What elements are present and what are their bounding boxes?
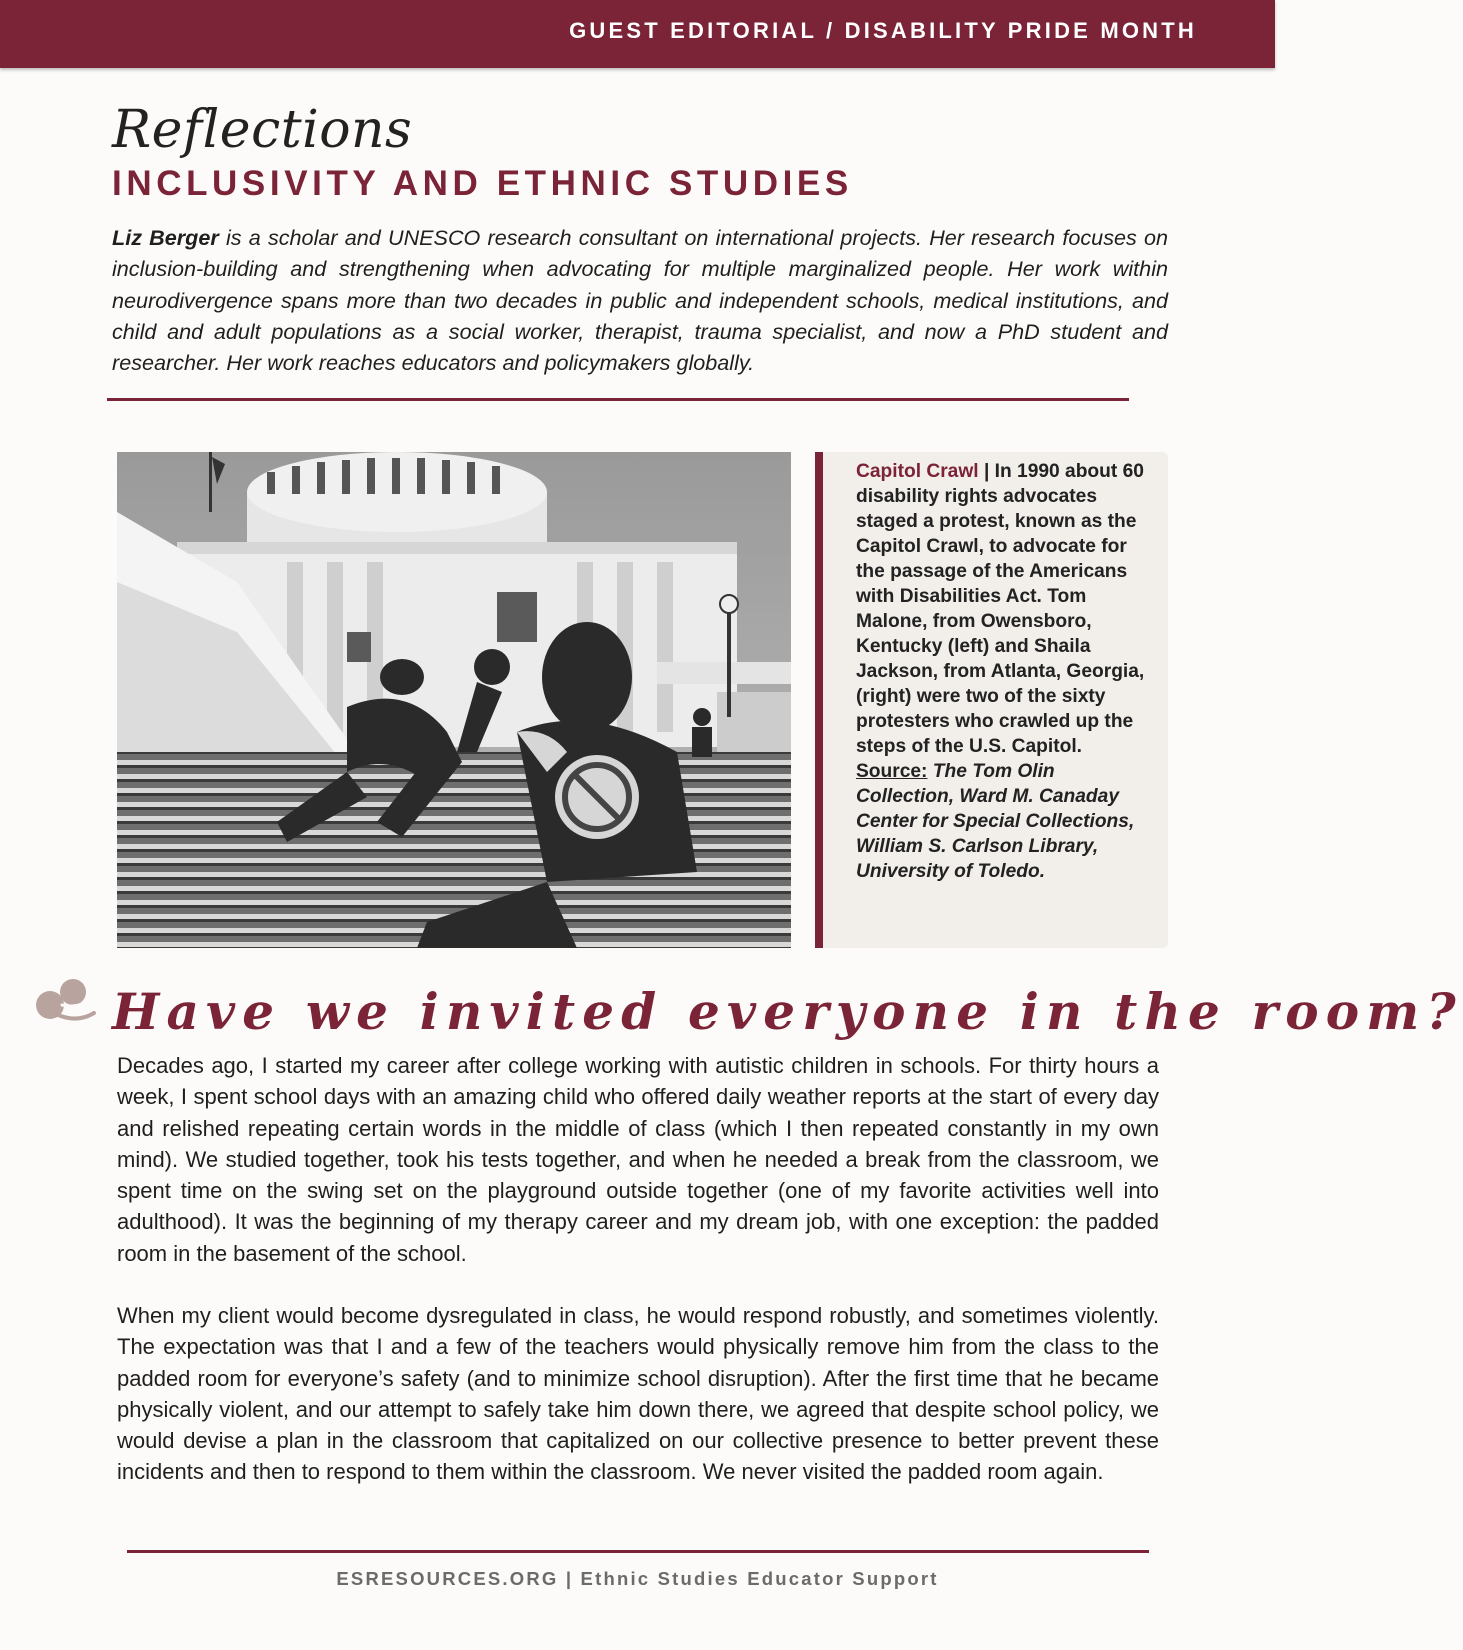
author-name: Liz Berger: [112, 225, 219, 250]
caption-label: Capitol Crawl: [856, 461, 979, 482]
page-subtitle: INCLUSIVITY AND ETHNIC STUDIES: [112, 164, 853, 203]
body-paragraph-2: When my client would become dysregulated in class, he would respond robustly, and sometimes violently. The expectation was that I and a few of the teachers would physically remove him from the class to the padded room for everyone’s safety (and to minimize school disruption). After the first time that he became physically violent, and our attempt to safely take him down there, we agreed that despite school policy, we would devise a plan in the classroom that capitalized on our collective presence to better prevent these incidents and then to respond to them within the classroom. We never visited the padded room again.: [117, 1303, 1159, 1485]
footer-text: ESRESOURCES.ORG | Ethnic Studies Educator Support: [336, 1568, 939, 1589]
photo-caption: [856, 459, 1156, 884]
caption-separator: |: [978, 461, 995, 482]
caption-accent-bar: [815, 452, 823, 948]
divider-bottom: [127, 1550, 1149, 1553]
capitol-crawl-photo: [117, 452, 791, 948]
page-title: Reflections: [112, 100, 413, 160]
body-paragraph-1: Decades ago, I started my career after college working with autistic children in schools. For thirty hours a week, I spent school days with an amazing child who offered daily weather reports at the start of every day and relished repeating certain words in the middle of class (which I then repeated constantly in my own mind). We studied together, took his tests together, and when he needed a break from the classroom, we spent time on the swing set on the playground outside together (one of my favorite activities well into adulthood). It was the beginning of my therapy career and my dream job, with one exception: the padded room in the basement of the school.: [117, 1053, 1159, 1266]
section-heading: Have we invited everyone in the room?: [112, 982, 1463, 1041]
author-intro: [112, 222, 1168, 378]
divider-top: [107, 398, 1129, 401]
caption-text: In 1990 about 60 disability rights advocates staged a protest, known as the Capitol Crawl, to advocate for the passage of the Americans with Disabilities Act. Tom Malone, from Owensboro, Kentucky (left) and Shaila Jackson, from Atlanta, Georgia, (right) were two of the sixty protesters who crawled up the steps of the U.S. Capitol.: [856, 461, 1145, 757]
banner-text: GUEST EDITORIAL / DISABILITY PRIDE MONTH: [569, 18, 1197, 43]
caption-source: The Tom Olin Collection, Ward M. Canaday Center for Special Collections, William S. Carlson Library, University of Toledo.: [856, 761, 1135, 882]
quote-swirl-icon: [28, 975, 98, 1031]
author-bio: is a scholar and UNESCO research consultant on international projects. Her research focuses on inclusion-building and strengthening when advocating for multiple marginalized people. Her work within neurodivergence spans more than two decades in public and independent schools, medical institutions, and child and adult populations as a social worker, therapist, trauma specialist, and now a PhD student and researcher. Her work reaches educators and policymakers globally.: [112, 225, 1168, 376]
caption-source-label: Source:: [856, 761, 928, 782]
header-banner: [0, 0, 1275, 68]
